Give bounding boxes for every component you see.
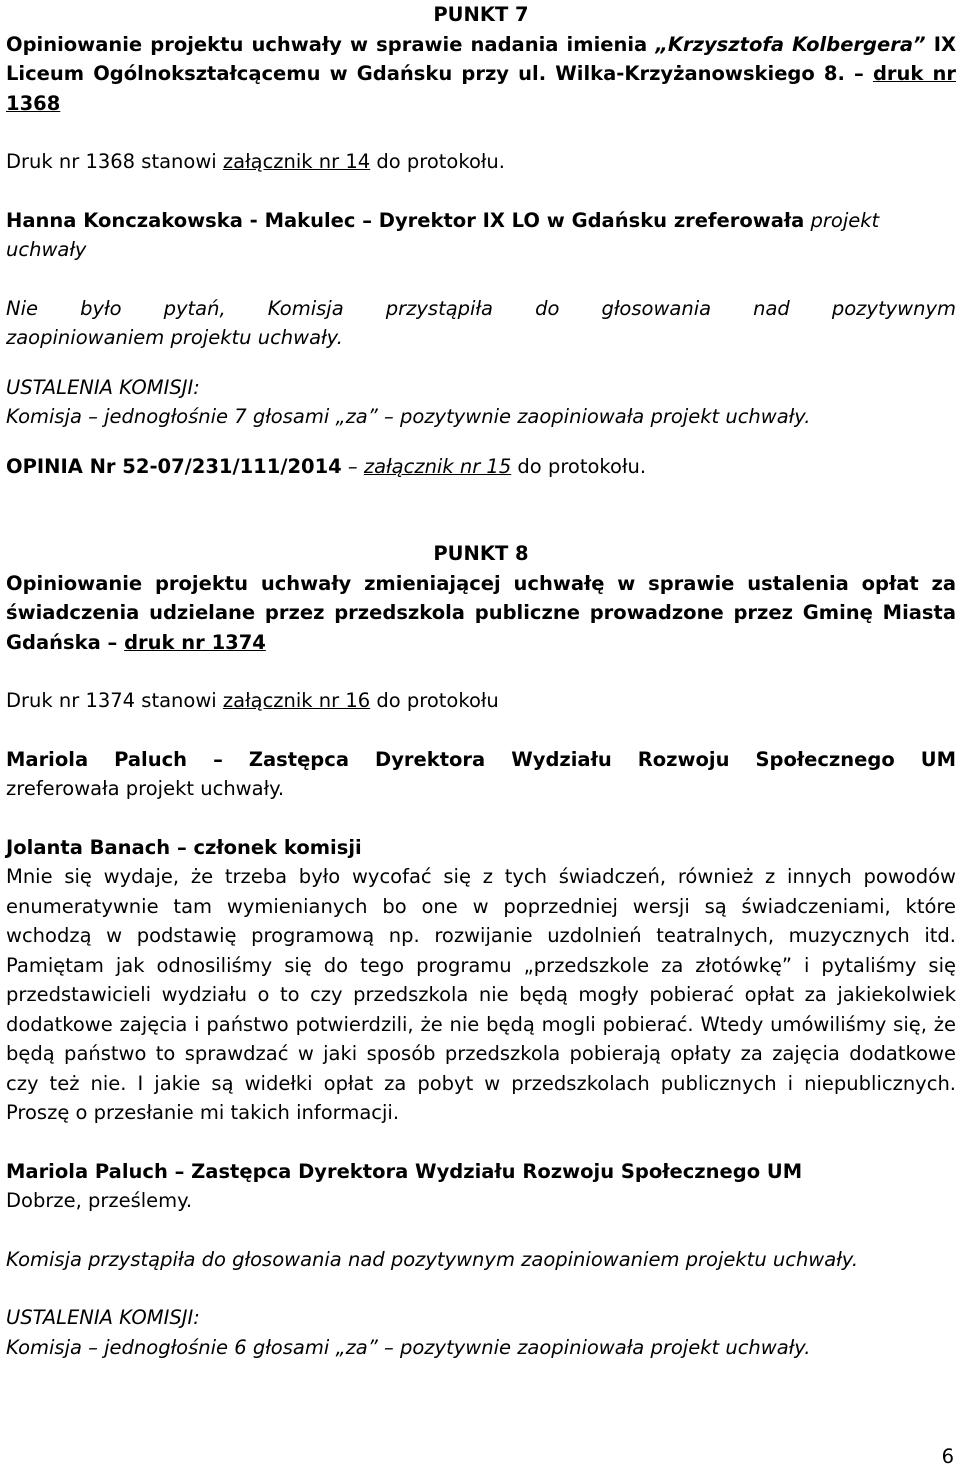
druk-1374-ref: druk nr 1374 <box>124 630 266 654</box>
druk-1368-attachment: Druk nr 1368 stanowi załącznik nr 14 do protokołu. <box>6 150 505 173</box>
punkt-7-speaker: Hanna Konczakowska - Makulec – Dyrektor IX LO w Gdańsku zreferowała projekt uchwały <box>6 208 880 261</box>
punkt-8-title: Opiniowanie projektu uchwały zmieniającej uchwałę w sprawie ustalenia opłat za świadczenia udzielane przez przedszkola publiczne prowadzone przez Gminę Miasta Gdańska – druk nr 1374 <box>6 571 956 654</box>
opinia-52: OPINIA Nr 52-07/231/111/2014 – załącznik nr 15 do protokołu. <box>6 454 647 478</box>
school-patron-name: „Krzysztofa Kolbergera” <box>655 32 926 56</box>
attachment-15-link: załącznik nr 15 <box>363 454 512 478</box>
attachment-16-link: załącznik nr 16 <box>222 689 371 712</box>
punkt-8-ustalenia: USTALENIA KOMISJI: <box>6 1306 200 1329</box>
punkt-8-heading: PUNKT 8 <box>433 542 529 565</box>
punkt-8-speaker-3-text: Dobrze, prześlemy. <box>6 1189 193 1212</box>
punkt-7-no-questions-cont: zaopiniowaniem projektu uchwały. <box>6 326 343 349</box>
punkt-8-speaker-3: Mariola Paluch – Zastępca Dyrektora Wydziału Rozwoju Społecznego UM <box>6 1159 803 1183</box>
punkt-8-vote-intro: Komisja przystąpiła do głosowania nad pozytywnym zaopiniowaniem projektu uchwały. <box>6 1247 859 1271</box>
punkt-8-vote-result: Komisja – jednogłośnie 6 głosami „za” – pozytywnie zaopiniowała projekt uchwały. <box>6 1335 811 1359</box>
punkt-8-speaker-1: Mariola Paluch – Zastępca Dyrektora Wydziału Rozwoju Społecznego UM <box>6 747 956 771</box>
punkt-8-speaker-2-text: Mnie się wydaje, że trzeba było wycofać się z tych świadczeń, również z innych powodów enumeratywnie tam wymienianych bo one w poprzedniej wersji są świadczeniami, które wchodzą w podstawię programową np. rozwijanie uzdolnień teatralnych, muzycznych itd. Pamiętam jak odnosiliśmy się do tego programu „przedszkole za złotówkę” i pytaliśmy się przedstawicieli wydziału o to czy przedszkola nie będą mogły pobierać opłat za jakiekolwiek dodatkowe zajęcia i państwo potwierdzili, że nie będą mogli pobierać. Wtedy umówiliśmy się, że będą państwo to sprawdzać w jaki sposób przedszkola pobierają opłaty za zajęcia dodatkowe czy też nie. I jakie są widełki opłat za pobyt w przedszkolach publicznych i niepublicznych. Proszę o przesłanie mi takich informacji. <box>6 865 956 1124</box>
punkt-7-title: Opiniowanie projektu uchwały w sprawie nadania imienia „Krzysztofa Kolbergera” IX Liceum Ogólnokształcącemu w Gdańsku przy ul. Wilka-Krzyżanowskiego 8. – druk nr 1368 <box>6 32 957 115</box>
punkt-8-speaker-1-rest: zreferowała projekt uchwały. <box>6 777 285 800</box>
punkt-8-speaker-2: Jolanta Banach – członek komisji <box>6 835 362 859</box>
punkt-7-heading: PUNKT 7 <box>433 3 529 26</box>
document-page <box>6 0 956 1362</box>
attachment-14-link: załącznik nr 14 <box>222 150 371 173</box>
punkt-7-vote-result: Komisja – jednogłośnie 7 głosami „za” – pozytywnie zaopiniowała projekt uchwały. <box>6 405 811 428</box>
page-number: 6 <box>941 1445 954 1468</box>
druk-1368-ref: druk nr 1368 <box>6 62 957 115</box>
druk-1374-attachment: Druk nr 1374 stanowi załącznik nr 16 do protokołu <box>6 689 499 712</box>
punkt-7-no-questions: Nie było pytań, Komisja przystąpiła do głosowania nad pozytywnym <box>6 296 956 320</box>
punkt-7-ustalenia: USTALENIA KOMISJI: <box>6 375 200 399</box>
